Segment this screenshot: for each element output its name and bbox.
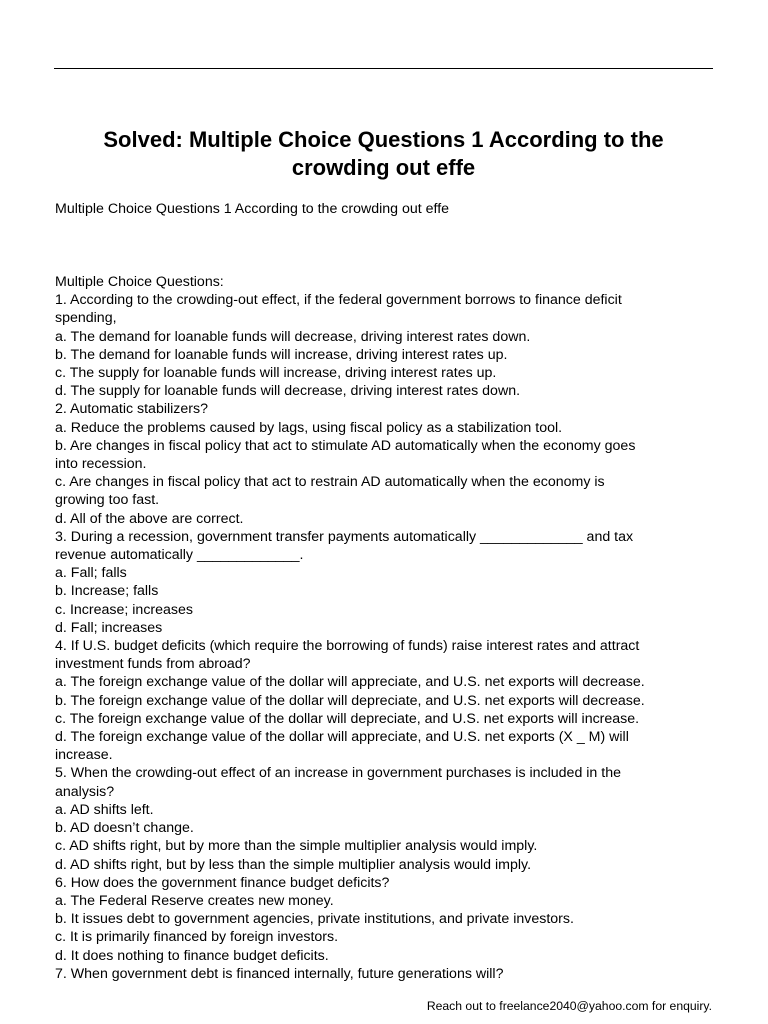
footer-contact-note: Reach out to freelance2040@yahoo.com for enquiry. [426, 999, 712, 1013]
body-line: 1. According to the crowding-out effect, if the federal government borrows to finance deficit [55, 292, 622, 309]
body-line: spending, [55, 310, 117, 327]
body-line: a. The foreign exchange value of the dollar will appreciate, and U.S. net exports will decrease. [55, 674, 645, 691]
document-body [55, 273, 715, 983]
body-line: 7. When government debt is financed internally, future generations will? [55, 965, 504, 982]
body-line: b. The demand for loanable funds will increase, driving interest rates up. [55, 346, 508, 363]
body-line: d. The foreign exchange value of the dollar will appreciate, and U.S. net exports (X _ M) will [55, 729, 629, 746]
body-line: d. Fall; increases [55, 619, 163, 636]
body-line: c. It is primarily financed by foreign investors. [55, 929, 339, 946]
body-line: a. AD shifts left. [55, 801, 154, 818]
body-line: b. Increase; falls [55, 583, 159, 600]
body-line: analysis? [55, 783, 115, 800]
body-line: 4. If U.S. budget deficits (which require the borrowing of funds) raise interest rates and attract [55, 638, 640, 655]
body-line: d. All of the above are correct. [55, 510, 244, 527]
body-line: d. The supply for loanable funds will decrease, driving interest rates down. [55, 383, 521, 400]
body-line: 5. When the crowding-out effect of an increase in government purchases is included in the [55, 765, 621, 782]
body-line: a. Reduce the problems caused by lags, using fiscal policy as a stabilization tool. [55, 419, 563, 436]
document-subtitle: Multiple Choice Questions 1 According to the crowding out effe [55, 201, 450, 217]
body-line: increase. [55, 747, 113, 764]
body-line: a. The demand for loanable funds will decrease, driving interest rates down. [55, 328, 531, 345]
body-line: a. Fall; falls [55, 565, 127, 582]
body-line: Multiple Choice Questions: [55, 274, 224, 290]
body-line: 3. During a recession, government transfer payments automatically _____________ and tax [55, 528, 634, 545]
body-line: c. AD shifts right, but by more than the simple multiplier analysis would imply. [55, 838, 538, 855]
body-line: a. The Federal Reserve creates new money. [55, 892, 334, 909]
body-line: d. AD shifts right, but by less than the simple multiplier analysis would imply. [55, 856, 532, 873]
body-line: c. Are changes in fiscal policy that act to restrain AD automatically when the economy is [55, 474, 605, 491]
body-line: revenue automatically _____________. [55, 547, 304, 564]
body-line: d. It does nothing to finance budget deficits. [55, 947, 329, 964]
body-line: b. It issues debt to government agencies, private institutions, and private investors. [55, 911, 574, 928]
body-line: 6. How does the government finance budget deficits? [55, 874, 390, 891]
body-line: b. Are changes in fiscal policy that act to stimulate AD automatically when the economy goes [55, 437, 636, 454]
body-line: c. The supply for loanable funds will increase, driving interest rates up. [55, 365, 497, 382]
body-line: 2. Automatic stabilizers? [55, 401, 208, 418]
body-line: investment funds from abroad? [55, 656, 251, 673]
header-divider [54, 68, 713, 69]
body-line: c. The foreign exchange value of the dollar will depreciate, and U.S. net exports will increase. [55, 710, 640, 727]
body-line: growing too fast. [55, 492, 160, 509]
body-line: b. AD doesn’t change. [55, 820, 194, 837]
body-line: c. Increase; increases [55, 601, 193, 618]
document-title: Solved: Multiple Choice Questions 1 According to the crowding out effe [103, 127, 664, 180]
body-line: into recession. [55, 456, 147, 473]
body-line: b. The foreign exchange value of the dollar will depreciate, and U.S. net exports will decrease. [55, 692, 645, 709]
